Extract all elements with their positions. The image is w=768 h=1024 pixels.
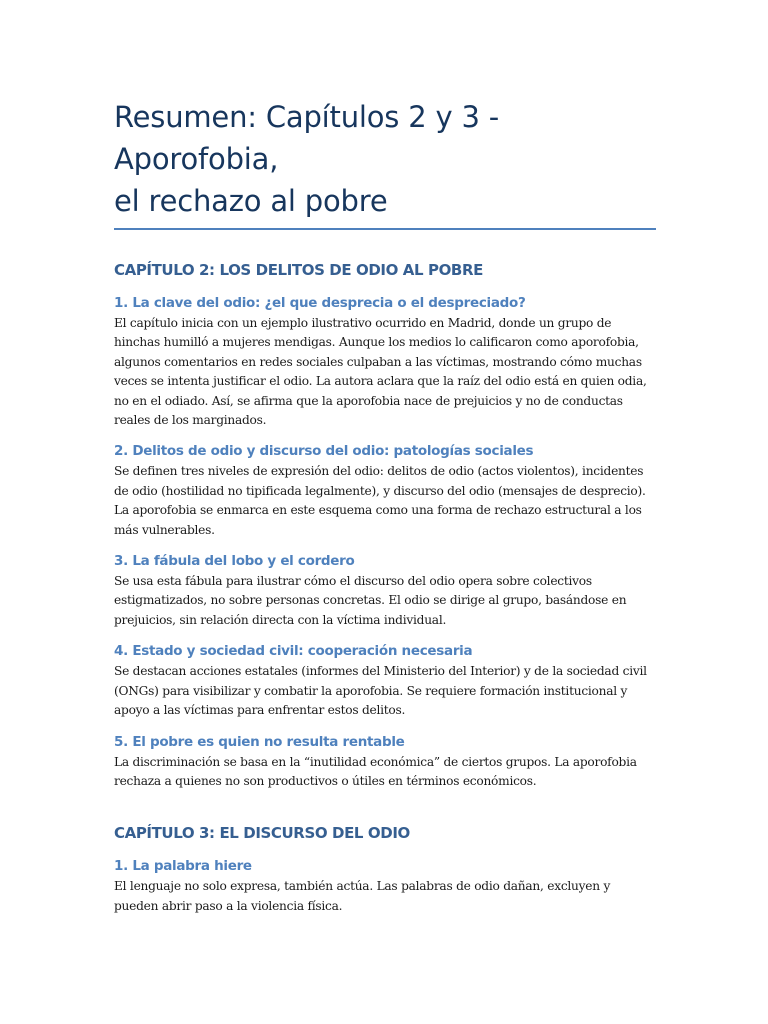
section-heading: 4. Estado y sociedad civil: cooperación necesaria [114, 643, 473, 660]
section-heading: 3. La fábula del lobo y el cordero [114, 553, 355, 570]
section-paragraph: La discriminación se basa en la “inutilidad económica” de ciertos grupos. La aporofobia rechaza a quienes no son productivos o útiles en términos económicos. [114, 754, 637, 788]
section-heading: 2. Delitos de odio y discurso del odio: patologías sociales [114, 443, 534, 460]
chapter-2-heading: CAPÍTULO 2: LOS DELITOS DE ODIO AL POBRE [114, 261, 483, 279]
section-heading: 1. La palabra hiere [114, 858, 252, 875]
title-line-2: el rechazo al pobre [114, 184, 388, 218]
section-paragraph: Se destacan acciones estatales (informes del Ministerio del Interior) y de la sociedad civil (ONGs) para visibilizar y combatir la aporofobia. Se requiere formación institucional y apoyo a las víctimas para enfrentar estos delitos. [114, 664, 647, 718]
title-underline [114, 228, 656, 230]
section-paragraph: El lenguaje no solo expresa, también actúa. Las palabras de odio dañan, excluyen y pueden abrir paso a la violencia física. [114, 879, 611, 913]
section-heading: 1. La clave del odio: ¿el que desprecia o el despreciado? [114, 295, 526, 311]
section-paragraph: Se usa esta fábula para ilustrar cómo el discurso del odio opera sobre colectivos estigmatizados, no sobre personas concretas. El odio se dirige al grupo, basándose en prejuicios, sin relación directa con la víctima individual. [114, 574, 627, 627]
chapter-3-heading: CAPÍTULO 3: EL DISCURSO DEL ODIO [114, 824, 410, 843]
section-heading: 5. El pobre es quien no resulta rentable [114, 733, 405, 750]
document-title [114, 96, 656, 222]
title-line-1: Resumen: Capítulos 2 y 3 - Aporofobia, [114, 100, 499, 176]
section-paragraph: El capítulo inicia con un ejemplo ilustrativo ocurrido en Madrid, donde un grupo de hinchas humilló a mujeres mendigas. Aunque los medios lo calificaron como aporofobia, algunos comentarios en redes sociales culpaban a las víctimas, mostrando cómo muchas veces se intenta justificar el odio. La autora aclara que la raíz del odio está en quien odia, no en el odiado. Así, se afirma que la aporofobia nace de prejuicios y no de conductas reales de los marginados. [114, 316, 647, 428]
document-content [114, 96, 656, 916]
section-paragraph: Se definen tres niveles de expresión del odio: delitos de odio (actos violentos), incidentes de odio (hostilidad no tipificada legalmente), y discurso del odio (mensajes de desprecio). La aporofobia se enmarca en este esquema como una forma de rechazo estructural a los más vulnerables. [114, 464, 646, 537]
